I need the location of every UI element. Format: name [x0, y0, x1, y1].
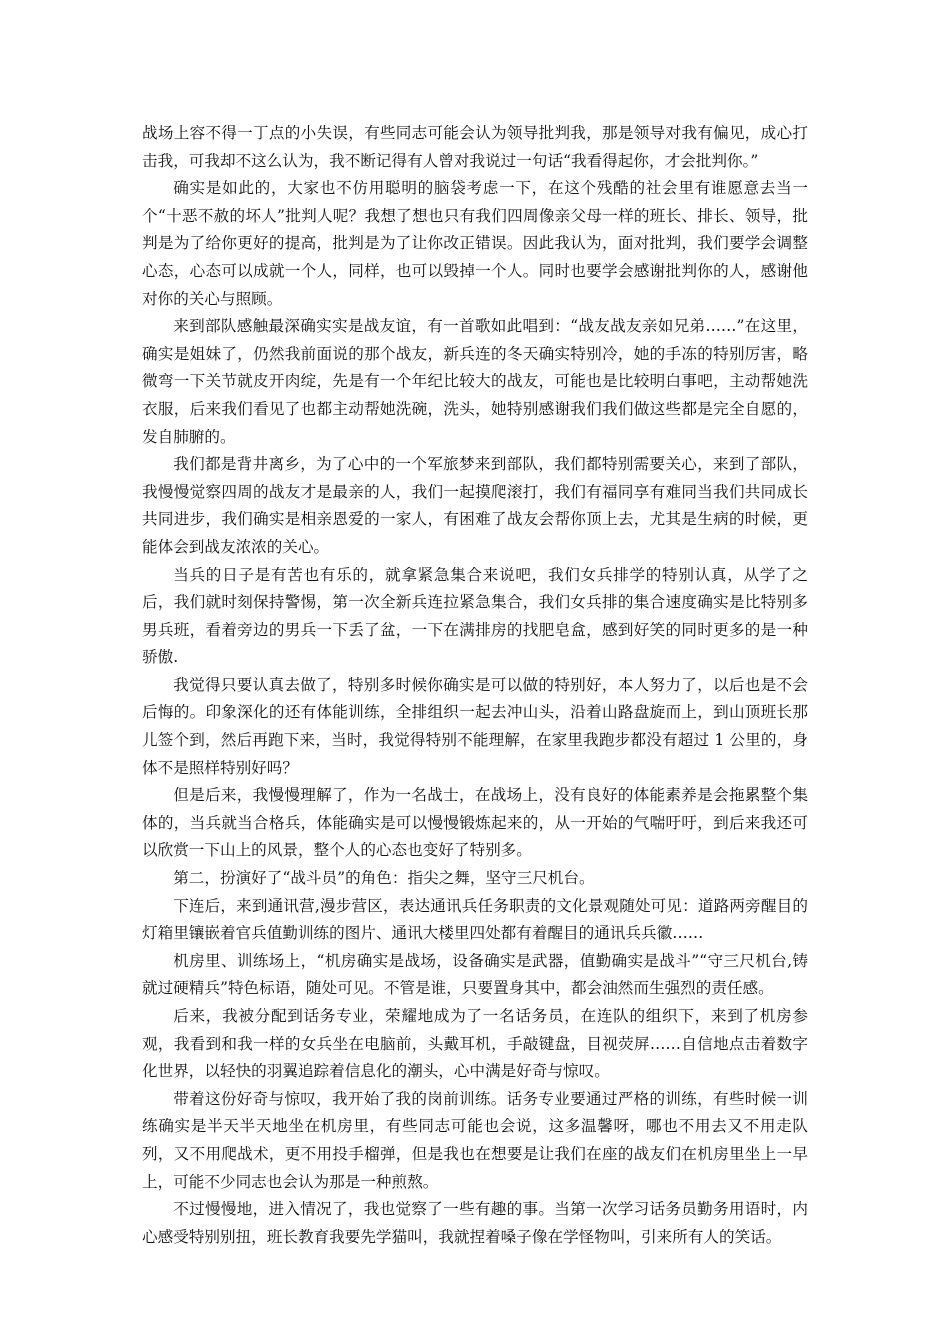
document-body [142, 120, 808, 1251]
paragraph: 下连后，来到通讯营,漫步营区，表达通讯兵任务职责的文化景观随处可见：道路两旁醒目的灯箱里镶嵌着官兵值勤训练的图片、通讯大楼里四处都有着醒目的通讯兵兵徽…… [142, 896, 808, 943]
paragraph: 来到部队感触最深确实实是战友谊，有一首歌如此唱到：“战友战友亲如兄弟……”在这里，确实是姐妹了，仍然我前面说的那个战友，新兵连的冬天确实特别冷，她的手冻的特别厉害，略微弯一下关节就皮开肉绽，先是有一个年纪比较大的战友，可能也是比较明白事吧，主动帮她洗衣服，后来我们看见了也都主动帮她洗碗，洗头，她特别感谢我们我们做这些都是完全自愿的，发自肺腑的。 [142, 317, 808, 446]
paragraph: 战场上容不得一丁点的小失误，有些同志可能会认为领导批判我，那是领导对我有偏见，成心打击我，可我却不这么认为，我不断记得有人曾对我说过一句话“我看得起你，才会批判你。” [142, 124, 808, 170]
paragraph: 不过慢慢地，进入情况了，我也觉察了一些有趣的事。当第一次学习话务员勤务用语时，内心感受特别别扭，班长教育我要先学猫叫，我就捏着嗓子像在学怪物叫，引来所有人的笑话。 [142, 1200, 808, 1246]
section-heading: 第二，扮演好了“战斗员”的角色：指尖之舞，坚守三尺机台。 [173, 869, 595, 888]
paragraph: 带着这份好奇与惊叹，我开始了我的岗前训练。话务专业要通过严格的训练，有些时候一训练确实是半天半天地坐在机房里，有些同志可能也会说，这多温馨呀，哪也不用去又不用走队列，又不用爬战术，更不用投手榴弹，但是我也在想要是让我们在座的战友们在机房里坐上一早上，可能不少同志也会认为那是一种煎熬。 [142, 1089, 808, 1191]
paragraph: 我们都是背井离乡，为了心中的一个军旅梦来到部队，我们都特别需要关心，来到了部队，我慢慢觉察四周的战友才是最亲的人，我们一起摸爬滚打，我们有福同享有难同当我们共同成长共同进步，我们确实是相亲恩爱的一家人，有困难了战友会帮你顶上去，尤其是生病的时候，更能体会到战友浓浓的关心。 [142, 455, 808, 556]
paragraph: 后来，我被分配到话务专业，荣耀地成为了一名话务员，在连队的组织下，来到了机房参观，我看到和我一样的女兵坐在电脑前，头戴耳机，手敲键盘，目视荧屏……自信地点击着数字化世界，以轻快的羽翼追踪着信息化的潮头，心中满是好奇与惊叹。 [142, 1007, 808, 1081]
paragraph: 我觉得只要认真去做了，特别多时候你确实是可以做的特别好，本人努力了，以后也是不会后悔的。印象深化的还有体能训练，全排组织一起去冲山头，沿着山路盘旋而上，到山顶班长那儿签个到，然后再跑下来，当时，我觉得特别不能理解，在家里我跑步都没有超过 1 公里的，身体不是照样特别好吗？ [142, 675, 808, 777]
paragraph: 但是后来，我慢慢理解了，作为一名战士，在战场上，没有良好的体能素养是会拖累整个集体的，当兵就当合格兵，体能确实是可以慢慢锻炼起来的，从一开始的气喘吁吁，到后来我还可以欣赏一下山上的风景，整个人的心态也变好了特别多。 [142, 786, 808, 860]
paragraph: 当兵的日子是有苦也有乐的，就拿紧急集合来说吧，我们女兵排学的特别认真，从学了之后，我们就时刻保持警惕，第一次全新兵连拉紧急集合，我们女兵排的集合速度确实是比特别多男兵班，看着旁边的男兵一下丢了盆，一下在满排房的找肥皂盒，感到好笑的同时更多的是一种骄傲. [142, 565, 808, 667]
paragraph: 机房里、训练场上，“机房确实是战场，设备确实是武器，值勤确实是战斗”“守三尺机台,铸就过硬精兵”特色标语，随处可见。不管是谁，只要置身其中，都会油然而生强烈的责任感。 [142, 951, 808, 998]
paragraph: 确实是如此的，大家也不仿用聪明的脑袋考虑一下，在这个残酷的社会里有谁愿意去当一个“十恶不赦的坏人”批判人呢？我想了想也只有我们四周像亲父母一样的班长、排长、领导，批判是为了给你更好的提高，批判是为了让你改正错误。因此我认为，面对批判，我们要学会调整心态，心态可以成就一个人，同样，也可以毁掉一个人。同时也要学会感谢批判你的人，感谢他对你的关心与照顾。 [142, 179, 808, 308]
